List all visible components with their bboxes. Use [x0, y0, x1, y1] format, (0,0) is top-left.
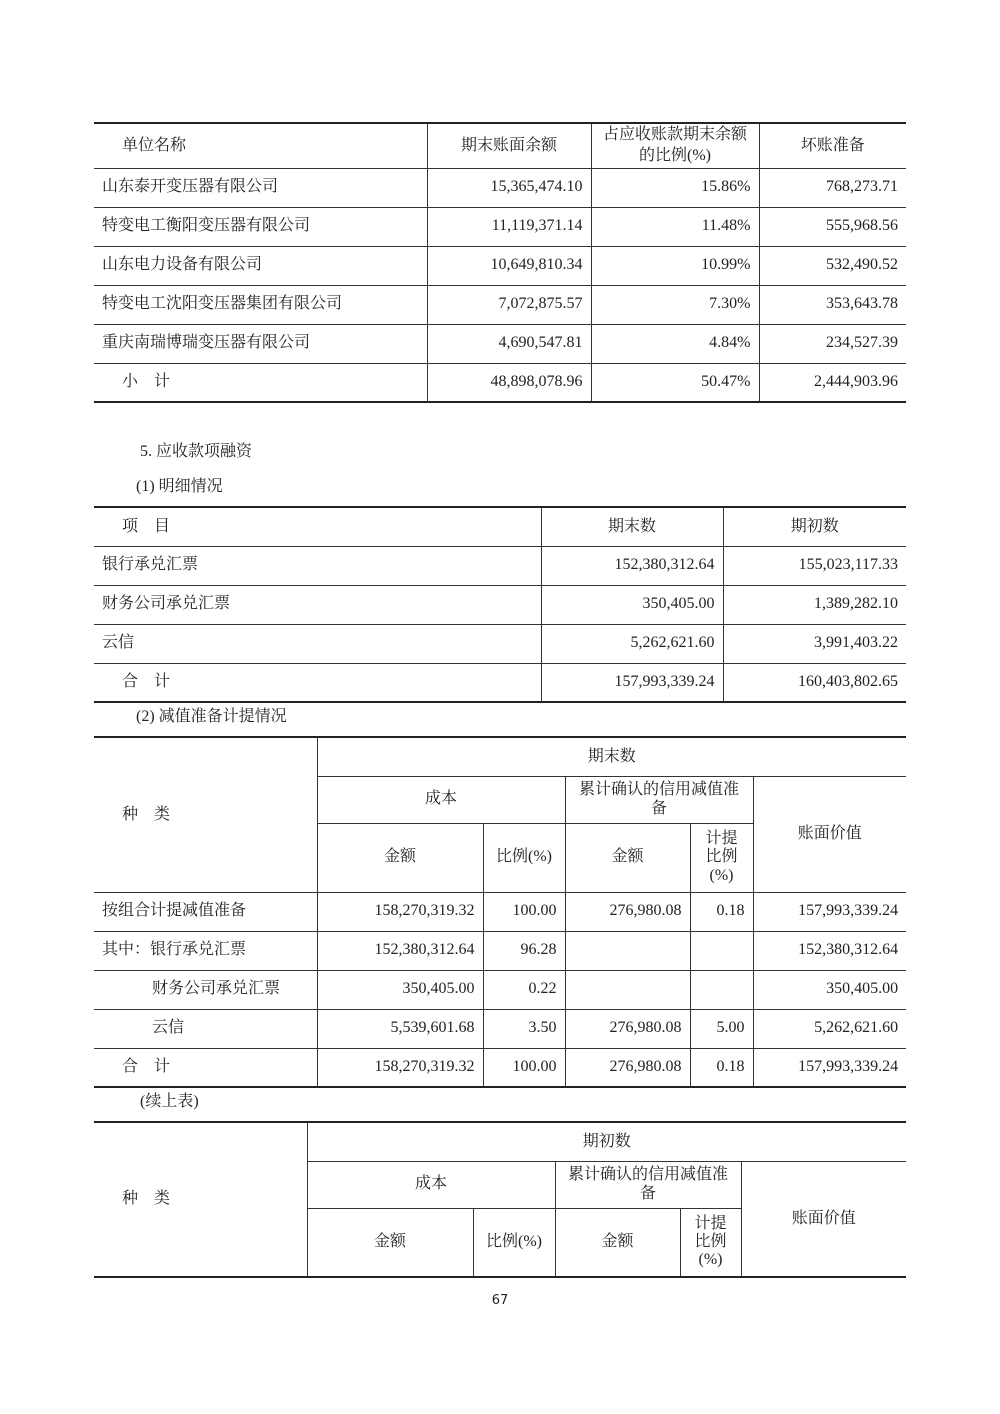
table-row — [94, 663, 906, 702]
cell-value: 152,380,312.64 — [541, 546, 723, 585]
cell-value: 4.84% — [591, 324, 759, 363]
header-ratio: 比例(%) — [483, 823, 565, 892]
cell-value: 350,405.00 — [541, 585, 723, 624]
table-row — [94, 324, 906, 363]
header-ratio: 比例(%) — [473, 1208, 555, 1277]
header-period: 期初数 — [307, 1122, 906, 1161]
header-provision-amount: 金额 — [565, 823, 690, 892]
cell-value: 532,490.52 — [759, 246, 906, 285]
page-number: 67 — [491, 1293, 509, 1308]
row-label: 山东泰开变压器有限公司 — [94, 168, 427, 207]
cell-value: 768,273.71 — [759, 168, 906, 207]
cell-value: 155,023,117.33 — [723, 546, 906, 585]
cell-value: 276,980.08 — [565, 892, 690, 931]
cell-value: 11.48% — [591, 207, 759, 246]
cell-value: 0.22 — [483, 970, 565, 1009]
cell-value: 5,262,621.60 — [753, 1009, 906, 1048]
header-kind: 种 类 — [94, 1122, 307, 1277]
cell-value — [565, 970, 690, 1009]
cell-value: 5.00 — [690, 1009, 753, 1048]
cell-value: 157,993,339.24 — [541, 663, 723, 702]
continued-label: (续上表) — [140, 1093, 199, 1110]
cell-value: 0.18 — [690, 892, 753, 931]
row-label: 特变电工沈阳变压器集团有限公司 — [94, 285, 427, 324]
row-label: 合 计 — [94, 663, 541, 702]
impairment-ending-table — [94, 736, 906, 1088]
table-row — [94, 285, 906, 324]
table-row — [94, 585, 906, 624]
cell-value: 15,365,474.10 — [427, 168, 591, 207]
header-item: 项 目 — [94, 507, 541, 546]
header-bad-debt: 坏账准备 — [759, 123, 906, 168]
cell-value: 4,690,547.81 — [427, 324, 591, 363]
cell-value: 100.00 — [483, 1048, 565, 1087]
cell-value: 157,993,339.24 — [753, 892, 906, 931]
header-provision-ratio: 计提比例(%) — [690, 823, 753, 892]
cell-value: 10.99% — [591, 246, 759, 285]
cell-value: 1,389,282.10 — [723, 585, 906, 624]
row-label: 云信 — [94, 1009, 317, 1048]
financing-details-table — [94, 506, 906, 703]
header-cost: 成本 — [317, 776, 565, 823]
cell-value: 3,991,403.22 — [723, 624, 906, 663]
header-provision: 累计确认的信用减值准备 — [565, 776, 753, 823]
cell-value: 152,380,312.64 — [317, 931, 483, 970]
cell-value: 50.47% — [591, 363, 759, 402]
table-row — [94, 1009, 906, 1048]
header-cost: 成本 — [307, 1161, 555, 1208]
row-label: 银行承兑汇票 — [94, 546, 541, 585]
cell-value: 276,980.08 — [565, 1048, 690, 1087]
cell-value: 48,898,078.96 — [427, 363, 591, 402]
table-row — [94, 546, 906, 585]
subsection-impairment: (2) 减值准备计提情况 — [136, 708, 287, 725]
cell-value: 96.28 — [483, 931, 565, 970]
header-beginning: 期初数 — [723, 507, 906, 546]
row-label: 小 计 — [94, 363, 427, 402]
cell-value — [565, 931, 690, 970]
header-ratio: 占应收账款期末余额的比例(%) — [591, 123, 759, 168]
cell-value: 158,270,319.32 — [317, 892, 483, 931]
table-row — [94, 363, 906, 402]
cell-value: 5,262,621.60 — [541, 624, 723, 663]
cell-value: 10,649,810.34 — [427, 246, 591, 285]
header-provision-ratio: 计提比例(%) — [680, 1208, 741, 1277]
cell-value: 15.86% — [591, 168, 759, 207]
cell-value — [690, 931, 753, 970]
row-label: 按组合计提减值准备 — [94, 892, 317, 931]
header-provision-amount: 金额 — [555, 1208, 680, 1277]
header-unit-name: 单位名称 — [94, 123, 427, 168]
header-book-value: 账面价值 — [741, 1161, 906, 1277]
cell-value: 353,643.78 — [759, 285, 906, 324]
row-label: 财务公司承兑汇票 — [94, 970, 317, 1009]
header-period: 期末数 — [317, 737, 906, 776]
row-label: 山东电力设备有限公司 — [94, 246, 427, 285]
section-title: 5. 应收款项融资 — [140, 443, 253, 460]
cell-value: 7,072,875.57 — [427, 285, 591, 324]
cell-value: 0.18 — [690, 1048, 753, 1087]
cell-value: 555,968.56 — [759, 207, 906, 246]
row-label: 重庆南瑞博瑞变压器有限公司 — [94, 324, 427, 363]
row-label: 其中：银行承兑汇票 — [94, 931, 317, 970]
top-receivables-table — [94, 122, 906, 403]
header-ending-balance: 期末账面余额 — [427, 123, 591, 168]
header-ending: 期末数 — [541, 507, 723, 546]
row-label: 特变电工衡阳变压器有限公司 — [94, 207, 427, 246]
subsection-details: (1) 明细情况 — [136, 478, 223, 495]
cell-value: 2,444,903.96 — [759, 363, 906, 402]
row-label: 财务公司承兑汇票 — [94, 585, 541, 624]
row-label: 合 计 — [94, 1048, 317, 1087]
cell-value: 7.30% — [591, 285, 759, 324]
table-row — [94, 624, 906, 663]
table-row — [94, 168, 906, 207]
impairment-beginning-table — [94, 1121, 906, 1278]
cell-value: 350,405.00 — [753, 970, 906, 1009]
cell-value: 3.50 — [483, 1009, 565, 1048]
table-row — [94, 1048, 906, 1087]
row-label: 云信 — [94, 624, 541, 663]
table-row — [94, 931, 906, 970]
cell-value: 152,380,312.64 — [753, 931, 906, 970]
table-row — [94, 970, 906, 1009]
cell-value: 5,539,601.68 — [317, 1009, 483, 1048]
header-amount: 金额 — [317, 823, 483, 892]
cell-value: 157,993,339.24 — [753, 1048, 906, 1087]
header-kind: 种 类 — [94, 737, 317, 892]
cell-value: 276,980.08 — [565, 1009, 690, 1048]
table-row — [94, 246, 906, 285]
header-book-value: 账面价值 — [753, 776, 906, 892]
cell-value: 160,403,802.65 — [723, 663, 906, 702]
header-provision: 累计确认的信用减值准备 — [555, 1161, 741, 1208]
header-amount: 金额 — [307, 1208, 473, 1277]
cell-value: 158,270,319.32 — [317, 1048, 483, 1087]
cell-value: 234,527.39 — [759, 324, 906, 363]
table-row — [94, 892, 906, 931]
cell-value: 350,405.00 — [317, 970, 483, 1009]
table-row — [94, 207, 906, 246]
cell-value: 100.00 — [483, 892, 565, 931]
cell-value: 11,119,371.14 — [427, 207, 591, 246]
cell-value — [690, 970, 753, 1009]
